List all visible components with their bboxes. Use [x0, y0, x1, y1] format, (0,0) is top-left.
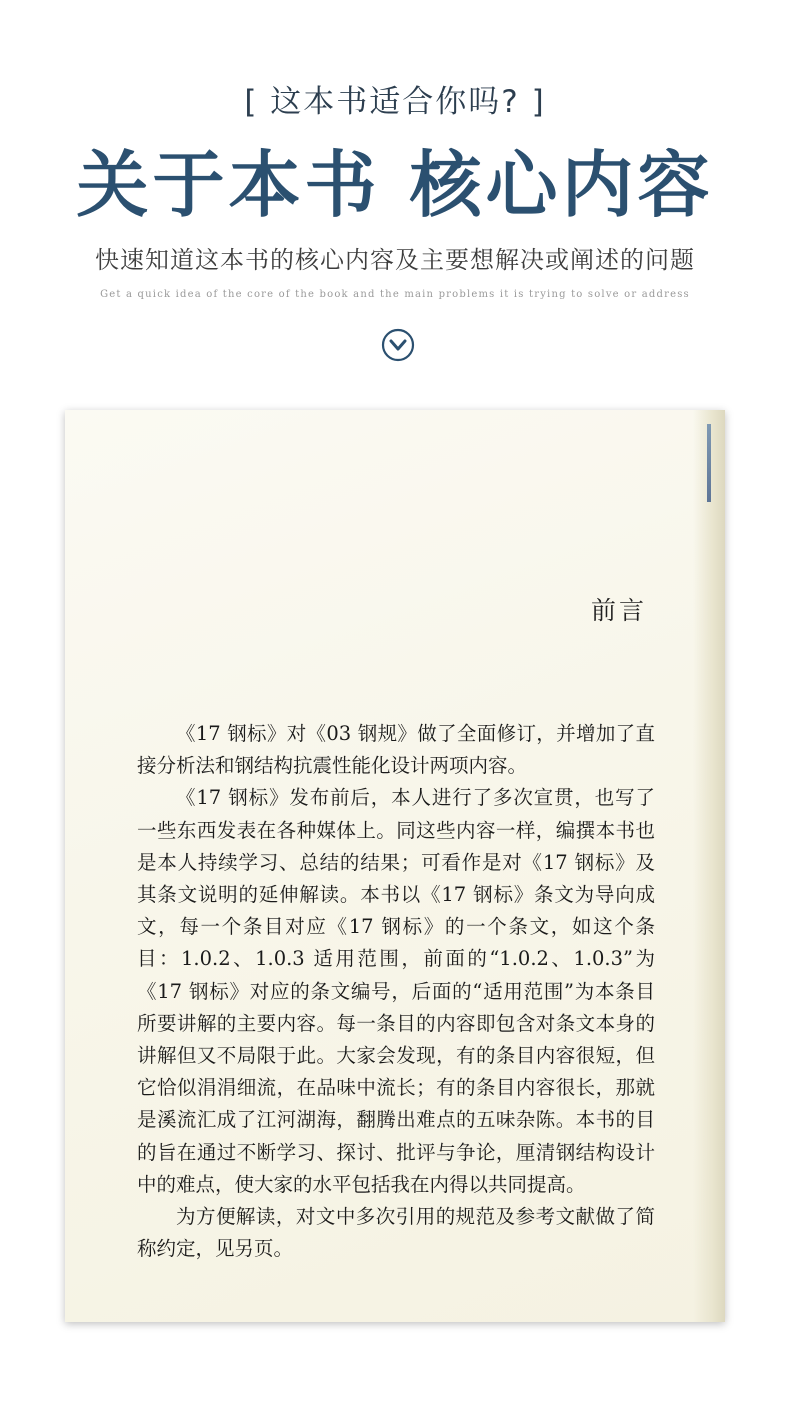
page-body	[137, 718, 655, 1265]
main-title: 关于本书 核心内容	[76, 142, 714, 227]
page-edge-shadow	[693, 410, 725, 1322]
chevron-down-circle-icon	[381, 328, 415, 362]
page-binding-mark	[707, 424, 711, 502]
subtitle: 快速知道这本书的核心内容及主要想解决或阐述的问题	[95, 246, 695, 274]
paragraph: 《17 钢标》对《03 钢规》做了全面修订，并增加了直接分析法和钢结构抗震性能化设计两项内容。	[137, 722, 655, 778]
book-page-scan	[65, 410, 725, 1322]
paragraph: 《17 钢标》发布前后，本人进行了多次宣贯，也写了一些东西发表在各种媒体上。同这些内容一样，编撰本书也是本人持续学习、总结的结果；可看作是对《17 钢标》及其条文说明的延伸解读。本书以《17 钢标》条文为导向成文，每一个条目对应《17 钢标》的一个条文，如这个条目：1.0.2、1.0.3 适用范围，前面的“1.0.2、1.0.3”为《17 钢标》对应的条文编号，后面的“适用范围”为本条目所要讲解的主要内容。每一条目的内容即包含对条文本身的讲解但又不局限于此。大家会发现，有的条目内容很短，但它恰似涓涓细流，在品味中流长；有的条目内容很长，那就是溪流汇成了江河湖海，翻腾出难点的五味杂陈。本书的目的旨在通过不断学习、探讨、批评与争论，厘清钢结构设计中的难点，使大家的水平包括我在内得以共同提高。	[137, 786, 655, 1196]
page-heading: 前言	[590, 596, 647, 625]
question-heading: [ 这本书适合你吗? ]	[244, 84, 546, 120]
paragraph: 为方便解读，对文中多次引用的规范及参考文献做了简称约定，见另页。	[137, 1205, 655, 1261]
header-section	[0, 0, 790, 400]
subtitle-english: Get a quick idea of the core of the book and the main problems it is trying to solve or address	[100, 289, 690, 300]
